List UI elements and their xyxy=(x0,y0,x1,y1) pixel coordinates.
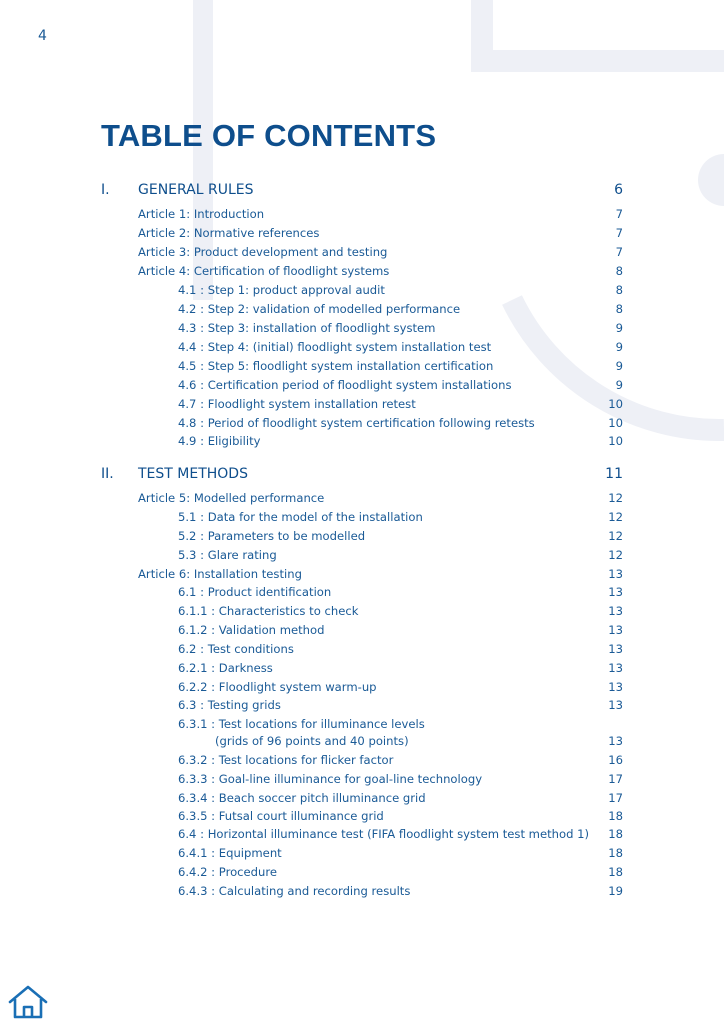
toc-entry-label-continued: (grids of 96 points and 40 points) xyxy=(215,734,409,748)
toc-entry-label: 6.4.2 : Procedure xyxy=(178,865,278,879)
toc-entry-page: 13 xyxy=(608,698,623,712)
toc-entry-label: 6.3 : Testing grids xyxy=(178,698,281,712)
toc-entry-page: 13 xyxy=(608,661,623,675)
section-heading-general-rules[interactable] xyxy=(101,180,623,200)
section-heading-test-methods[interactable] xyxy=(101,464,623,484)
toc-entry-page: 10 xyxy=(608,416,623,430)
toc-entry[interactable] xyxy=(178,641,623,657)
toc-entry-page: 17 xyxy=(608,772,623,786)
toc-entry-label: 6.3.2 : Test locations for flicker factor xyxy=(178,753,394,767)
toc-entry[interactable] xyxy=(178,679,623,695)
toc-entry[interactable] xyxy=(178,584,623,600)
toc-entry-label: Article 1: Introduction xyxy=(138,207,265,221)
toc-entry[interactable] xyxy=(178,808,623,824)
toc-entry-page: 12 xyxy=(608,548,623,562)
toc-entry-label: 6.2 : Test conditions xyxy=(178,642,294,656)
toc-entry[interactable] xyxy=(178,697,623,713)
toc-entry-page: 12 xyxy=(608,529,623,543)
toc-entry-page: 13 xyxy=(608,623,623,637)
toc-entry-page: 7 xyxy=(615,245,623,259)
toc-entry-label: 4.5 : Step 5: floodlight system installation certification xyxy=(178,359,494,373)
toc-entry-label: 4.1 : Step 1: product approval audit xyxy=(178,283,385,297)
toc-entry-page: 18 xyxy=(608,846,623,860)
toc-entry-label: Article 3: Product development and testing xyxy=(138,245,388,259)
toc-entry[interactable] xyxy=(178,603,623,619)
section-label: TEST METHODS xyxy=(138,466,248,482)
toc-entry[interactable] xyxy=(138,566,623,582)
toc-entry-label: 6.2.1 : Darkness xyxy=(178,661,273,675)
toc-entry-page: 13 xyxy=(608,604,623,618)
toc-entry[interactable] xyxy=(138,490,623,506)
toc-entry-label: 5.3 : Glare rating xyxy=(178,548,277,562)
toc-entry-page: 9 xyxy=(615,359,623,373)
toc-entry-page: 9 xyxy=(615,378,623,392)
toc-entry-label: 4.8 : Period of floodlight system certification following retests xyxy=(178,416,535,430)
page-number: 4 xyxy=(38,28,47,44)
toc-entry-label: Article 4: Certification of floodlight systems xyxy=(138,264,390,278)
toc-entry[interactable] xyxy=(178,826,623,842)
toc-entry-page: 9 xyxy=(615,340,623,354)
toc-entry-label: 6.2.2 : Floodlight system warm-up xyxy=(178,680,377,694)
toc-entry-label: 6.1.2 : Validation method xyxy=(178,623,325,637)
toc-entry-page: 10 xyxy=(608,434,623,448)
toc-entry[interactable] xyxy=(178,282,623,298)
toc-entry-page: 18 xyxy=(608,827,623,841)
toc-entry[interactable] xyxy=(138,225,623,241)
toc-entry[interactable] xyxy=(178,433,623,449)
toc-entry-label: 6.1.1 : Characteristics to check xyxy=(178,604,359,618)
toc-entry-page: 9 xyxy=(615,321,623,335)
toc-entry[interactable] xyxy=(178,845,623,861)
toc-entry-page: 12 xyxy=(608,510,623,524)
toc-entry-label: 4.3 : Step 3: installation of floodlight system xyxy=(178,321,436,335)
toc-entry-page: 7 xyxy=(615,226,623,240)
toc-entry-label: 4.4 : Step 4: (initial) floodlight system installation test xyxy=(178,340,492,354)
toc-entry-label: Article 6: Installation testing xyxy=(138,567,302,581)
toc-entry-label: 6.4 : Horizontal illuminance test (FIFA floodlight system test method 1) xyxy=(178,827,590,841)
toc-entry[interactable] xyxy=(178,509,623,525)
toc-entry-page: 12 xyxy=(608,491,623,505)
toc-entry-page: 13 xyxy=(608,734,623,748)
toc-entry-label: Article 2: Normative references xyxy=(138,226,320,240)
toc-entry-page: 8 xyxy=(615,264,623,278)
toc-entry-page: 13 xyxy=(608,585,623,599)
toc-entry-label: 4.7 : Floodlight system installation retest xyxy=(178,397,416,411)
toc-entry-label: 5.1 : Data for the model of the installation xyxy=(178,510,423,524)
toc-entry[interactable] xyxy=(178,377,623,393)
toc-entry-label: 4.9 : Eligibility xyxy=(178,434,261,448)
section-page: 6 xyxy=(614,182,623,198)
toc-entry-label: Article 5: Modelled performance xyxy=(138,491,325,505)
toc-entry-label: 6.3.3 : Goal-line illuminance for goal-line technology xyxy=(178,772,483,786)
toc-entry-page: 8 xyxy=(615,283,623,297)
toc-entry-label: 6.4.3 : Calculating and recording results xyxy=(178,884,411,898)
toc-entry-page: 7 xyxy=(615,207,623,221)
toc-entry[interactable] xyxy=(178,547,623,563)
toc-entry[interactable] xyxy=(178,396,623,412)
toc-entry[interactable] xyxy=(178,339,623,355)
section-number: II. xyxy=(101,466,114,482)
toc-entry-label: 6.4.1 : Equipment xyxy=(178,846,282,860)
toc-entry[interactable] xyxy=(178,415,623,431)
toc-entry-page: 19 xyxy=(608,884,623,898)
toc-entry-page: 13 xyxy=(608,567,623,581)
page-title: TABLE OF CONTENTS xyxy=(101,118,437,153)
toc-entry[interactable] xyxy=(178,790,623,806)
toc-entry[interactable] xyxy=(138,244,623,260)
toc-entry[interactable] xyxy=(178,528,623,544)
toc-entry-page: 18 xyxy=(608,809,623,823)
toc-entry[interactable] xyxy=(138,206,623,222)
toc-entry[interactable] xyxy=(178,752,623,768)
toc-entry[interactable] xyxy=(178,883,623,899)
toc-entry[interactable] xyxy=(178,771,623,787)
toc-entry-page: 16 xyxy=(608,753,623,767)
toc-entry[interactable] xyxy=(178,320,623,336)
toc-entry-page: 13 xyxy=(608,680,623,694)
section-page: 11 xyxy=(605,466,623,482)
toc-entry-label: 6.3.4 : Beach soccer pitch illuminance grid xyxy=(178,791,426,805)
toc-entry-label: 6.1 : Product identification xyxy=(178,585,332,599)
toc-entry[interactable] xyxy=(178,358,623,374)
toc-entry-label: 6.3.5 : Futsal court illuminance grid xyxy=(178,809,384,823)
toc-entry[interactable] xyxy=(178,622,623,638)
toc-entry[interactable] xyxy=(178,301,623,317)
toc-entry-label: 4.2 : Step 2: validation of modelled performance xyxy=(178,302,461,316)
section-label: GENERAL RULES xyxy=(138,182,254,198)
toc-entry[interactable] xyxy=(178,716,623,750)
home-icon[interactable] xyxy=(8,984,48,1020)
section-number: I. xyxy=(101,182,110,198)
toc-entry[interactable] xyxy=(178,864,623,880)
toc-entry-page: 17 xyxy=(608,791,623,805)
toc-entry-label: 6.3.1 : Test locations for illuminance levels xyxy=(178,717,425,731)
toc-entry[interactable] xyxy=(178,660,623,676)
toc-entry[interactable] xyxy=(138,263,623,279)
toc-entry-page: 8 xyxy=(615,302,623,316)
toc-entry-page: 13 xyxy=(608,642,623,656)
toc-entry-label: 4.6 : Certification period of floodlight system installations xyxy=(178,378,512,392)
toc-entry-page: 18 xyxy=(608,865,623,879)
toc-entry-page: 10 xyxy=(608,397,623,411)
toc-entry-label: 5.2 : Parameters to be modelled xyxy=(178,529,366,543)
